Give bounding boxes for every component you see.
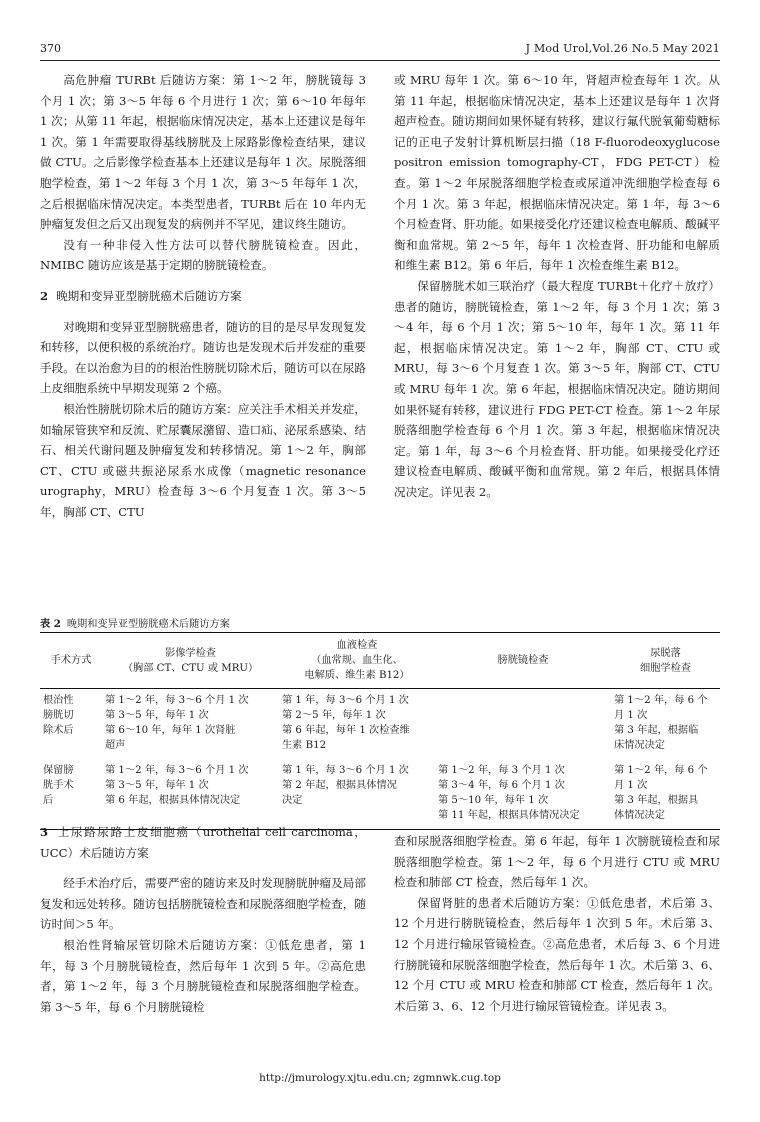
paragraph: 保留肾脏的患者术后随访方案：①低危患者，术后第 3、12 个月进行膀胱镜检查，然后每年 1 次到 5 年。术后第 3、12 个月进行输尿管镜检查。②高危患者，术后每 3、6 个月进行膀胱镜和尿脱落细胞学检查，然后每年 1 次。术后第 3、6、12 个月 CTU 或 MRU 检查和肺部 CT 检查，然后每年 1 次。术后第 3、6、12 个月进行输尿管镜检查。详见表 3。 <box>394 895 720 1013</box>
table-cell <box>435 689 611 760</box>
table-cell: 第 1～2 年，每 6 个 月 1 次 第 3 年起，根据临 床情况决定 <box>614 695 708 751</box>
paragraph: 保留膀胱术如三联治疗（最大程度 TURBt＋化疗＋放疗）患者的随访，膀胱镜检查，第 1～2 年，每 3 个月 1 次；第 3～4 年，每 6 个月 1 次；第 5～10 年，每年 1 次。第 11 年起，根据临床情况决定。第 1～2 年，胸部 CT、CTU 或 MRU，每 3～6 个月复查 1 次。第 3～5 年，胸部 CT、CTU 或 MRU 每年 1 次。第 6 年起，根据临床情况决定。随访期间如果怀疑有转移，建议进行 FDG PET-CT 检查。第 1～2 年尿脱落细胞学检查每 6 个月 1 次。第 3 年起，根据临床情况决定。第 1 年，每 3～6 个月检查肾、肝功能。如果接受化疗还建议检查电解质、酸碱平衡和血常规。第 2 年后，根据具体情况决定。详见表 2。 <box>394 278 720 499</box>
table-cell: 保留膀 胱手术 后 <box>43 765 74 806</box>
table-label: 表 2 <box>40 618 61 630</box>
right-column-bottom <box>394 831 720 1016</box>
paragraph: 或 MRU 每年 1 次。第 6～10 年，肾超声检查每年 1 次。从第 11 年起，根据临床情况决定，基本上还建议是每年 1 次肾超声检查。随访期间如果怀疑有转移，建议行氟代脱氧葡萄糖标记的正电子发射计算机断层扫描（18 F-fluorodeoxyglucose positron emission tomography-CT，FDG PET-CT）检查。第 1～2 年尿脱落细胞学检查或尿道冲洗细胞学检查每 6 个月 1 次。第 3 年起，根据临床情况决定。第 1 年，每 3～6 个月检查肾、肝功能。如果接受化疗还建议检查电解质、酸碱平衡和血常规。第 2～5 年，每年 1 次检查肾、肝功能和电解质和维生素 B12。第 6 年后，每年 1 次检查维生素 B12。 <box>394 73 720 273</box>
followup-table <box>40 632 720 830</box>
paragraph: 根治性膀胱切除术后的随访方案：应关注手术相关并发症，如输尿管狭窄和反流、贮尿囊尿潴留、造口疝、泌尿系感染、结石、相关代谢问题及肿瘤复发和转移情况。第 1～2 年，胸部 CT、CTU 或磁共振泌尿系水成像（magnetic resonance urography，MRU）检查每 3～6 个月复查 1 次。第 3～5 年，胸部 CT、CTU <box>40 401 366 519</box>
table-header-cell: 尿脱落 细胞学检查 <box>640 647 691 674</box>
paragraph: 对晚期和变异亚型膀胱癌患者，随访的目的是尽早发现复发和转移，以便积极的系统治疗。随访也是发现术后并发症的重要手段。在以治愈为目的的根治性膀胱切除术后，随访可以在尿路上皮细胞系统中早期发现第 2 个癌。 <box>40 319 366 396</box>
paragraph: 没有一种非侵入性方法可以替代膀胱镜检查。因此，NMIBC 随访应该是基于定期的膀胱镜检查。 <box>40 237 366 273</box>
table-title: 晚期和变异亚型膀胱癌术后随访方案 <box>66 619 230 630</box>
table-header-cell: 血液检查 （血常规、血生化、 电解质、维生素 B12） <box>304 640 410 681</box>
left-column-top <box>40 70 366 522</box>
table-row <box>40 759 720 830</box>
table-cell: 根治性 膀胱切 除术后 <box>43 695 74 736</box>
footer-url: http://jmurology.xjtu.edu.cn; zgmnwk.cug.top <box>259 1072 501 1084</box>
section-heading <box>40 822 366 863</box>
table-cell: 第 1～2 年，每 6 个 月 1 次 第 3 年起，根据具 体情况决定 <box>614 765 708 821</box>
section-title: 上尿路尿路上皮细胞癌（urothelial cell carcinoma，UCC）术后随访方案 <box>40 825 366 860</box>
table-caption <box>40 615 230 630</box>
section-number: 2 <box>40 288 49 303</box>
table-header-row <box>40 633 720 689</box>
section-number: 3 <box>40 825 49 839</box>
header-rule <box>40 60 720 61</box>
table-cell: 第 1～2 年，每 3 个月 1 次 第 3～4 年，每 6 个月 1 次 第 5～10 年，每年 1 次 第 11 年起，根据具体情况决定 <box>438 765 580 821</box>
right-column-top <box>394 70 720 502</box>
table-header-cell: 膀胱镜检查 <box>497 655 549 666</box>
table-header-cell: 手术方式 <box>50 655 92 666</box>
table-cell: 第 1～2 年，每 3～6 个月 1 次 第 3～5 年，每年 1 次 第 6～10 年，每年 1 次肾脏 超声 <box>105 695 249 751</box>
paragraph: 根治性肾输尿管切除术后随访方案：①低危患者，第 1 年，每 3 个月膀胱镜检查，然后每年 1 次到 5 年。②高危患者，第 1～2 年，每 3 个月膀胱镜检查和尿脱落细胞学检查。第 3～5 年，每 6 个月膀胱镜检 <box>40 937 366 1014</box>
section-title: 晚期和变异亚型膀胱癌术后随访方案 <box>56 288 242 303</box>
table-row <box>40 689 720 760</box>
section-heading <box>40 286 366 307</box>
table-cell: 第 1～2 年，每 3～6 个月 1 次 第 3～5 年，每年 1 次 第 6 年起，根据具体情况决定 <box>105 765 249 806</box>
table-cell: 第 1 年，每 3～6 个月 1 次 第 2～5 年，每年 1 次 第 6 年起，每年 1 次检查维 生素 B12 <box>282 695 410 751</box>
paragraph: 查和尿脱落细胞学检查。第 6 年起，每年 1 次膀胱镜检查和尿脱落细胞学检查。第 1～2 年，每 6 个月进行 CTU 或 MRU 检查和肺部 CT 检查，然后每年 1 次。 <box>394 834 720 890</box>
page-number: 370 <box>40 42 61 55</box>
journal-header: J Mod Urol,Vol.26 No.5 May 2021 <box>525 42 720 55</box>
paragraph: 经手术治疗后，需要严密的随访来及时发现膀胱肿瘤及局部复发和远处转移。随访包括膀胱镜检查和尿脱落细胞学检查，随访时间＞5 年。 <box>40 876 366 932</box>
paragraph: 高危肿瘤 TURBt 后随访方案：第 1～2 年，膀胱镜每 3 个月 1 次；第 3～5 年每 6 个月进行 1 次；第 6～10 年每年 1 次；从第 11 年起，根据临床情况决定，基本上还建议是每年 1 次。第 1 年需要取得基线膀胱及上尿路影像检查结果，建议做 CTU。之后影像学检查基本上还建议是每年 1 次。尿脱落细胞学检查，第 1～2 年每 3 个月 1 次，第 3～5 年每年 1 次，之后根据临床情况决定。本类型患者，TURBt 后在 10 年内无肿瘤复发但之后又出现复发的病例并不罕见，建议终生随访。 <box>40 73 366 232</box>
table-header-cell: 影像学检查 （胸部 CT、CTU 或 MRU） <box>122 647 259 674</box>
table-cell: 第 1 年，每 3～6 个月 1 次 第 2 年起，根据具体情况 决定 <box>282 765 409 806</box>
left-column-bottom <box>40 822 366 1017</box>
